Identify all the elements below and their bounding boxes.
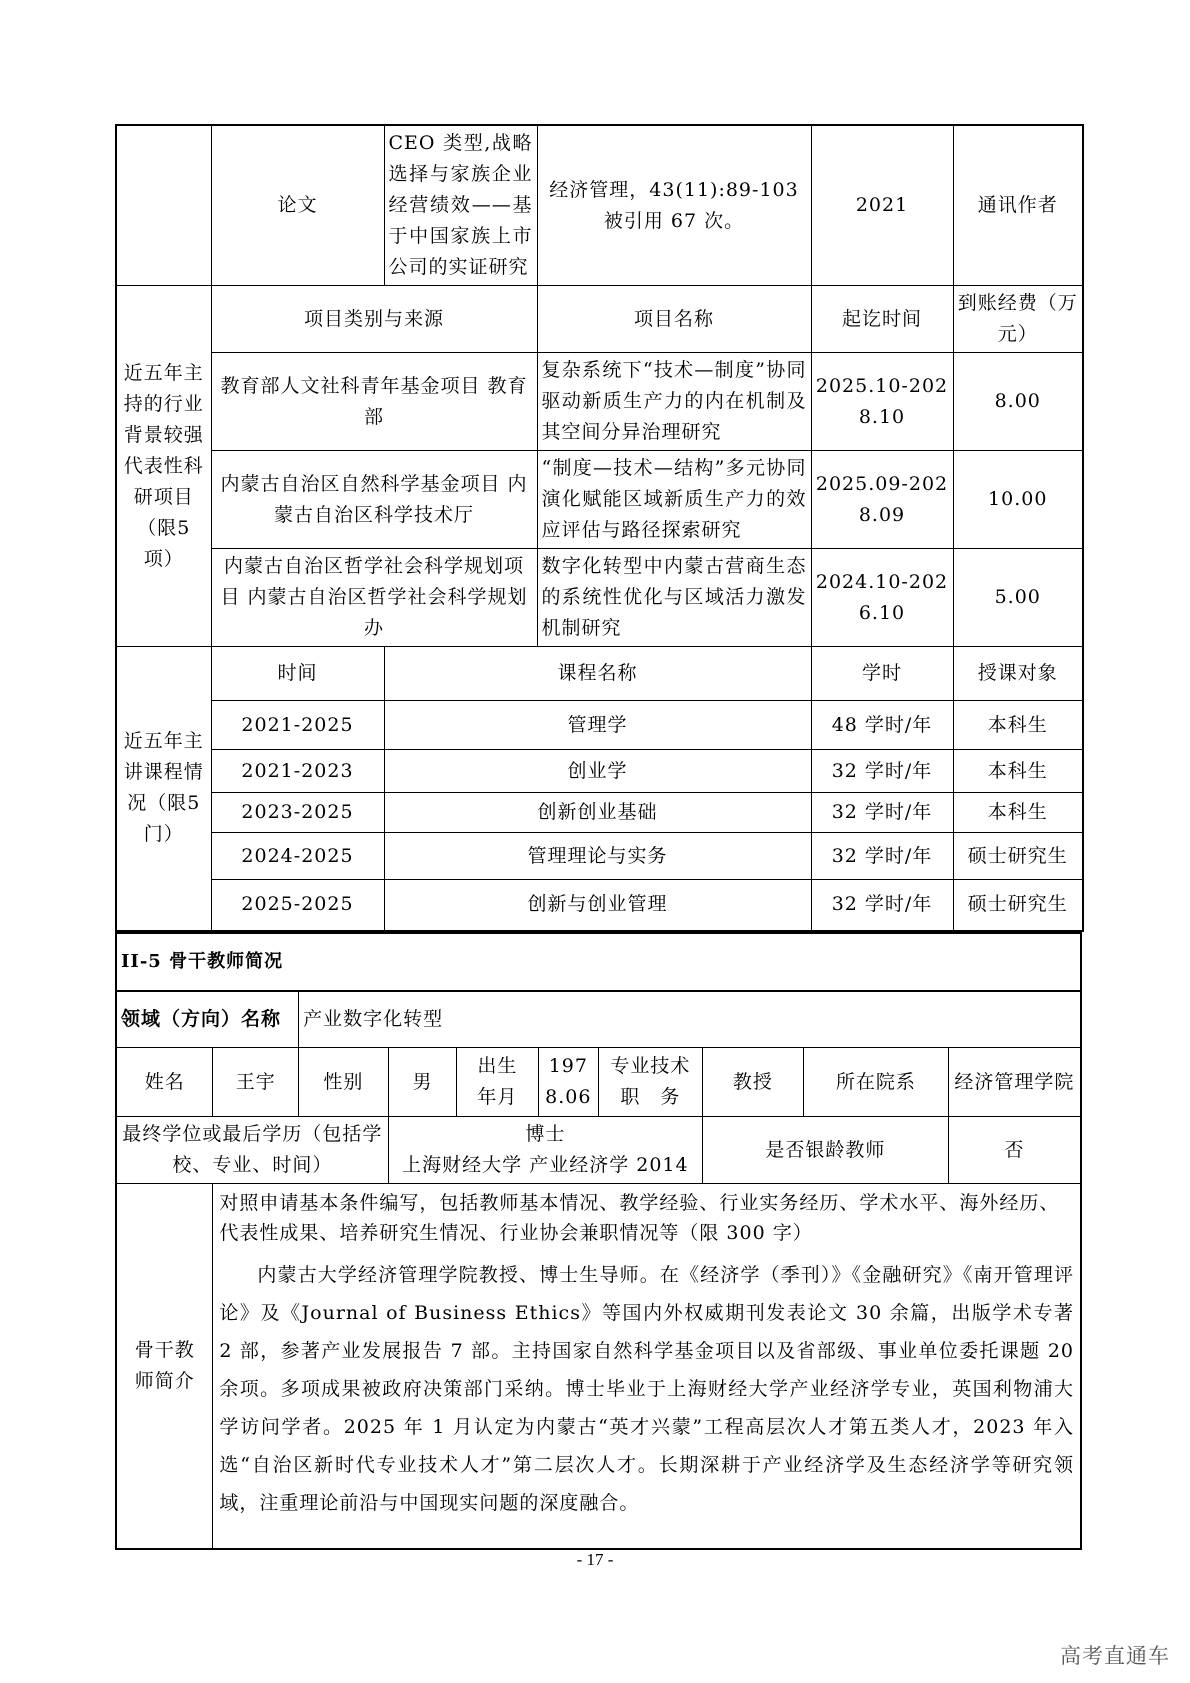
project-fund: 5.00 (953, 549, 1083, 647)
name-label: 姓名 (116, 1048, 213, 1117)
projects-header-name: 项目名称 (537, 286, 811, 353)
courses-header-row (116, 647, 1083, 701)
course-hours: 32 学时/年 (811, 833, 953, 880)
course-row (116, 793, 1083, 833)
section-title-row (116, 933, 1081, 991)
degree-value (388, 1117, 702, 1184)
gender-label: 性别 (299, 1048, 389, 1117)
project-row (116, 451, 1083, 549)
projects-header-fund: 到账经费（万元） (953, 286, 1083, 353)
courses-section-label: 近五年主讲课程情况（限5门） (116, 647, 211, 931)
course-target: 硕士研究生 (953, 880, 1083, 931)
projects-header-source: 项目类别与来源 (211, 286, 537, 353)
course-name: 管理理论与实务 (384, 833, 811, 880)
project-period: 2025.10-2028.10 (811, 353, 953, 451)
silver-value: 否 (948, 1117, 1081, 1184)
course-target: 本科生 (953, 701, 1083, 750)
bio-label: 骨干教师简介 (116, 1184, 213, 1549)
degree-value-line1: 博士 (525, 1123, 566, 1145)
projects-header-row (116, 286, 1083, 353)
course-name: 管理学 (384, 701, 811, 750)
course-time: 2021-2025 (211, 701, 384, 750)
paper-title: CEO 类型,战略选择与家族企业经营绩效——基于中国家族上市公司的实证研究 (384, 125, 537, 286)
course-name: 创业学 (384, 750, 811, 793)
silver-label: 是否银龄教师 (702, 1117, 948, 1184)
gender-value: 男 (388, 1048, 456, 1117)
course-hours: 32 学时/年 (811, 750, 953, 793)
courses-header-hours: 学时 (811, 647, 953, 701)
course-hours: 32 学时/年 (811, 793, 953, 833)
course-target: 本科生 (953, 750, 1083, 793)
paper-row (116, 125, 1083, 286)
courses-header-target: 授课对象 (953, 647, 1083, 701)
project-row (116, 549, 1083, 647)
project-source: 内蒙古自治区哲学社会科学规划项目 内蒙古自治区哲学社会科学规划办 (211, 549, 537, 647)
dept-value: 经济管理学院 (948, 1048, 1081, 1117)
research-teaching-table (115, 124, 1084, 932)
person-row (116, 1048, 1081, 1117)
paper-type: 论文 (211, 125, 384, 286)
paper-role: 通讯作者 (953, 125, 1083, 286)
key-teacher-table (115, 932, 1082, 1550)
course-hours: 32 学时/年 (811, 880, 953, 931)
project-name: 数字化转型中内蒙古营商生态的系统性优化与区域活力激发机制研究 (537, 549, 811, 647)
course-time: 2021-2023 (211, 750, 384, 793)
field-value: 产业数字化转型 (299, 991, 1081, 1048)
paper-year: 2021 (811, 125, 953, 286)
title-label: 专业技术职 务 (598, 1048, 702, 1117)
bio-intro: 对照申请基本条件编写，包括教师基本情况、教学经验、行业实务经历、学术水平、海外经历、代表性成果、培养研究生情况、行业协会兼职情况等（限 300 字） (219, 1192, 1060, 1244)
courses-header-name: 课程名称 (384, 647, 811, 701)
bio-row (116, 1184, 1081, 1549)
course-time: 2024-2025 (211, 833, 384, 880)
birth-label: 出生年月 (457, 1048, 539, 1117)
course-time: 2023-2025 (211, 793, 384, 833)
course-row (116, 880, 1083, 931)
form-table-frame (115, 124, 1082, 1550)
course-name: 创新与创业管理 (384, 880, 811, 931)
paper-journal: 经济管理，43(11):89-103 被引用 67 次。 (537, 125, 811, 286)
course-row (116, 701, 1083, 750)
course-row (116, 750, 1083, 793)
section-title: II-5 骨干教师简况 (116, 933, 1081, 991)
course-name: 创新创业基础 (384, 793, 811, 833)
project-row (116, 353, 1083, 451)
project-fund: 8.00 (953, 353, 1083, 451)
project-fund: 10.00 (953, 451, 1083, 549)
project-source: 内蒙古自治区自然科学基金项目 内蒙古自治区科学技术厅 (211, 451, 537, 549)
course-hours: 48 学时/年 (811, 701, 953, 750)
project-period: 2025.09-2028.09 (811, 451, 953, 549)
project-name: 复杂系统下“技术—制度”协同驱动新质生产力的内在机制及其空间分异治理研究 (537, 353, 811, 451)
project-period: 2024.10-2026.10 (811, 549, 953, 647)
paper-row-spacer (116, 125, 211, 286)
dept-label: 所在院系 (803, 1048, 948, 1117)
name-value: 王宇 (213, 1048, 299, 1117)
page-number: - 17 - (576, 1550, 614, 1569)
degree-value-line2: 上海财经大学 产业经济学 2014 (402, 1154, 689, 1176)
watermark-text: 高考直通车 (1060, 1644, 1170, 1668)
birth-value: 1978.06 (538, 1048, 598, 1117)
courses-header-time: 时间 (211, 647, 384, 701)
course-row (116, 833, 1083, 880)
project-source: 教育部人文社科青年基金项目 教育部 (211, 353, 537, 451)
projects-section-label: 近五年主持的行业背景较强代表性科研项目（限5项） (116, 286, 211, 647)
course-target: 硕士研究生 (953, 833, 1083, 880)
project-name: “制度—技术—结构”多元协同演化赋能区域新质生产力的效应评估与路径探索研究 (537, 451, 811, 549)
course-target: 本科生 (953, 793, 1083, 833)
field-label: 领域（方向）名称 (116, 991, 299, 1048)
bio-content (213, 1184, 1081, 1549)
field-row (116, 991, 1081, 1048)
projects-header-period: 起讫时间 (811, 286, 953, 353)
degree-label: 最终学位或最后学历（包括学校、专业、时间） (116, 1117, 388, 1184)
title-value: 教授 (702, 1048, 803, 1117)
course-time: 2025-2025 (211, 880, 384, 931)
degree-row (116, 1117, 1081, 1184)
bio-text: 内蒙古大学经济管理学院教授、博士生导师。在《经济学（季刊）》《金融研究》《南开管理评论》及《Journal of Business Ethics》等国内外权威期刊发表论文 30 余篇，出版学术专著 2 部，参著产业发展报告 7 部。主持国家自然科学基金项目以及省部级、事业单位委托课题 20 余项。多项成果被政府决策部门采纳。博士毕业于上海财经大学产业经济学专业，英国利物浦大学访问学者。2025 年 1 月认定为内蒙古“英才兴蒙”工程高层次人才第五类人才，2023 年入选“自治区新时代专业技术人才”第二层次人才。长期深耕于产业经济学及生态经济学等研究领域，注重理论前沿与中国现实问题的深度融合。 (219, 1264, 1074, 1514)
